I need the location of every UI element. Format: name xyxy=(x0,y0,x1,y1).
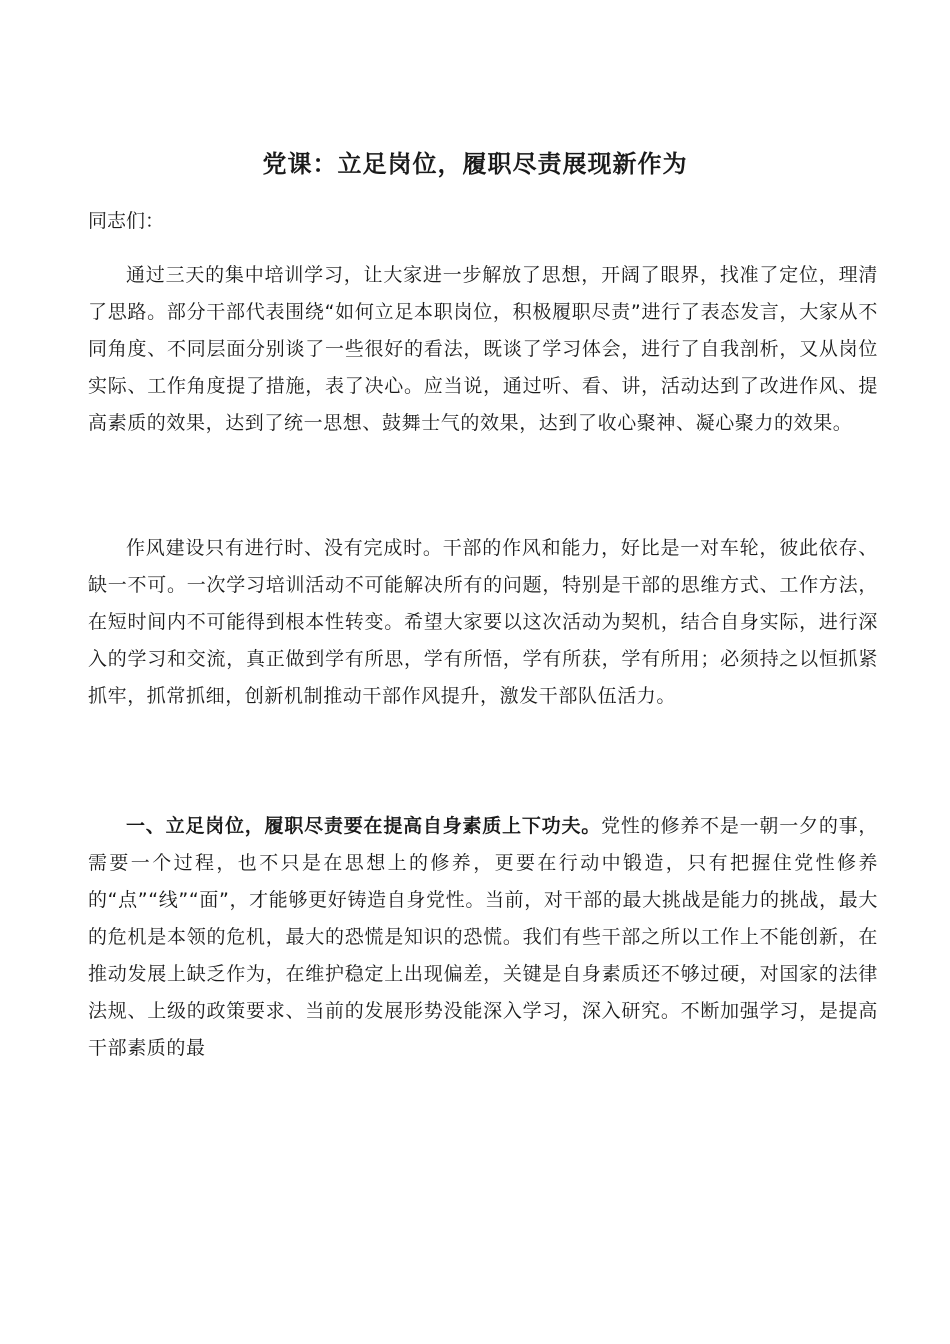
paragraph-text: 通过三天的集中培训学习，让大家进一步解放了思想，开阔了眼界，找准了定位，理清了思路。部分干部代表围绕“如何立足本职岗位，积极履职尽责”进行了表态发言，大家从不同角度、不同层面分别谈了一些很好的看法，既谈了学习体会，进行了自我剖析，又从岗位实际、工作角度提了措施，表了决心。应当说，通过听、看、讲，活动达到了改进作风、提高素质的效果，达到了统一思想、鼓舞士气的效果，达到了收心聚神、凝心聚力的效果。 xyxy=(88,264,878,434)
paragraph-intro xyxy=(88,257,878,442)
document-title: 党课：立足岗位，履职尽责展现新作为 xyxy=(262,150,688,178)
paragraph-section-one xyxy=(88,808,878,1067)
section-heading-one: 一、立足岗位，履职尽责要在提高自身素质上下功夫。 xyxy=(126,815,602,837)
salutation: 同志们： xyxy=(88,210,165,232)
paragraph-text: 党性的修养不是一朝一夕的事，需要一个过程，也不只是在思想上的修养，更要在行动中锻造，只有把握住党性修养的“点”“线”“面”，才能够更好铸造自身党性。当前，对干部的最大挑战是能力的挑战，最大的危机是本领的危机，最大的恐慌是知识的恐慌。我们有些干部之所以工作上不能创新，在推动发展上缺乏作为，在维护稳定上出现偏差，关键是自身素质还不够过硬，对国家的法律法规、上级的政策要求、当前的发展形势没能深入学习，深入研究。不断加强学习，是提高干部素质的最 xyxy=(88,815,879,1059)
paragraph-text: 作风建设只有进行时、没有完成时。干部的作风和能力，好比是一对车轮，彼此依存、缺一不可。一次学习培训活动不可能解决所有的问题，特别是干部的思维方式、工作方法，在短时间内不可能得到根本性转变。希望大家要以这次活动为契机，结合自身实际，进行深入的学习和交流，真正做到学有所思，学有所悟，学有所获，学有所用；必须持之以恒抓紧抓牢，抓常抓细，创新机制推动干部作风提升，激发干部队伍活力。 xyxy=(88,537,878,707)
paragraph-style-building xyxy=(88,530,878,715)
